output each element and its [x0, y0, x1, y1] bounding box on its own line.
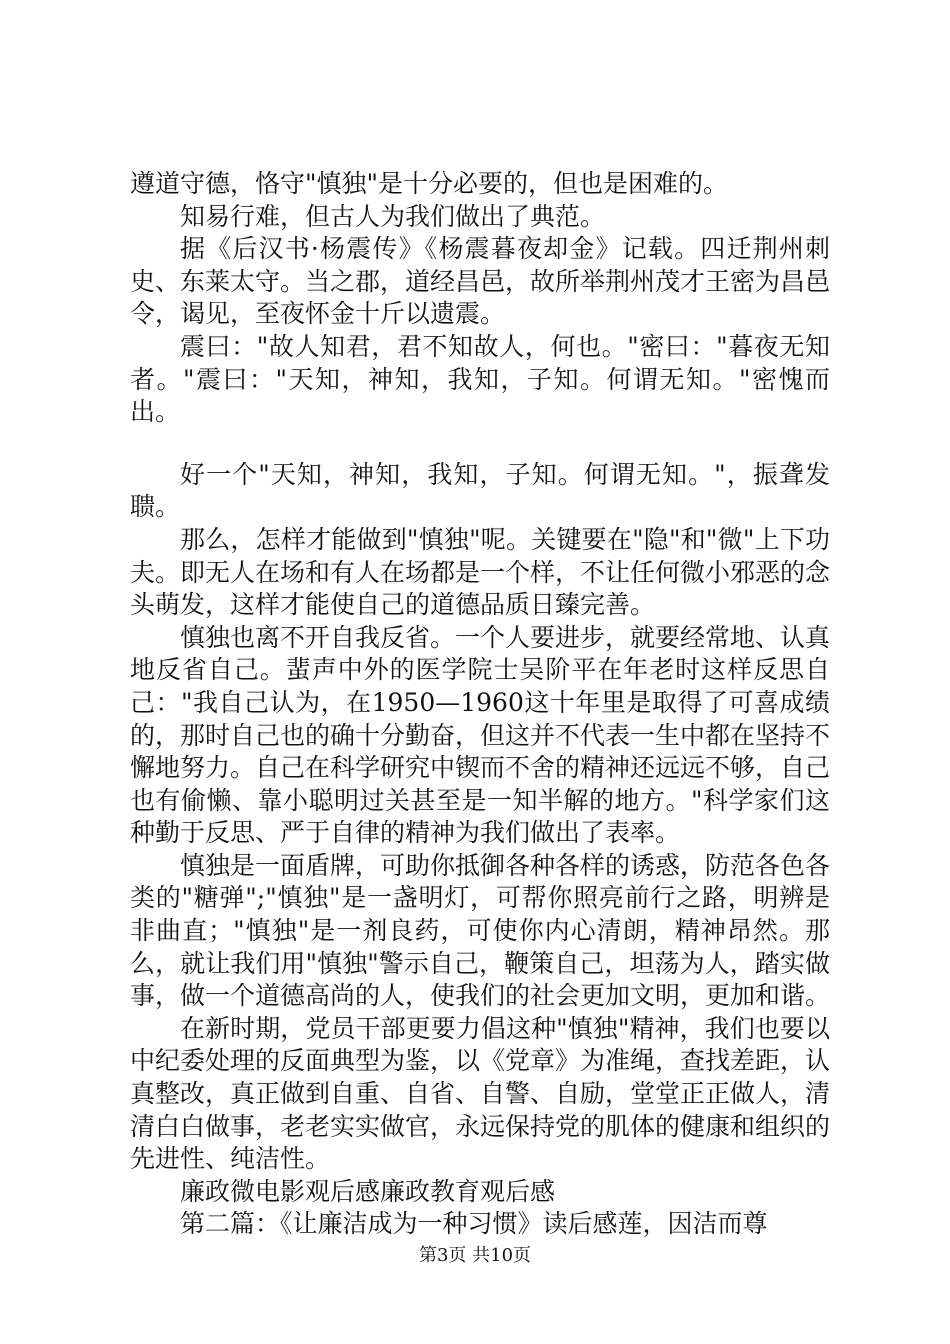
document-body	[130, 168, 830, 1241]
paragraph-10: 廉政微电影观后感廉政教育观后感	[180, 1176, 556, 1206]
paragraph-7: 慎独也离不开自我反省。一个人要进步，就要经常地、认真地反省自己。蜚声中外的医学院士吴阶平在年老时这样反思自己："我自己认为，在1950—1960这十年里是取得了可喜成绩的，那时自己也的确十分勤奋，但这并不代表一生中都在坚持不懈地努力。自己在科学研究中锲而不舍的精神还远远不够，自己也有偷懒、靠小聪明过关甚至是一知半解的地方。"科学家们这种勤于反思、严于自律的精神为我们做出了表率。	[130, 622, 831, 848]
paragraph-3: 据《后汉书·杨震传》《杨震暮夜却金》记载。四迁荆州刺史、东莱太守。当之郡，道经昌邑，故所举荆州茂才王密为昌邑令，谒见，至夜怀金十斤以遗震。	[130, 234, 831, 329]
paragraph-1: 遵道守德，恪守"慎独"是十分必要的，但也是困难的。	[130, 169, 729, 198]
paragraph-6: 那么，怎样才能做到"慎独"呢。关键要在"隐"和"微"上下功夫。即无人在场和有人在场都是一个样，不让任何微小邪恶的念头萌发，这样才能使自己的道德品质日臻完善。	[130, 524, 831, 620]
paragraph-gap	[130, 429, 830, 459]
paragraph-9: 在新时期，党员干部更要力倡这种"慎独"精神，我们也要以中纪委处理的反面典型为鉴，以《党章》为准绳，查找差距，认真整改，真正做到自重、自省、自警、自励，堂堂正正做人，清清白白做事，老老实实做官，永远保持党的肌体的健康和组织的先进性、纯洁性。	[130, 1013, 831, 1174]
paragraph-8: 慎独是一面盾牌，可助你抵御各种各样的诱惑，防范各色各类的"糖弹";"慎独"是一盏明灯，可帮你照亮前行之路，明辨是非曲直；"慎独"是一剂良药，可使你内心清朗，精神昂然。那么，就让我们用"慎独"警示自己，鞭策自己，坦荡为人，踏实做事，做一个道德高尚的人，使我们的社会更加文明，更加和谐。	[130, 850, 831, 1011]
paragraph-5: 好一个"天知，神知，我知，子知。何谓无知。"，振聋发聩。	[130, 459, 830, 522]
paragraph-11: 第二篇：《让廉洁成为一种习惯》读后感莲，因洁而尊	[180, 1209, 768, 1239]
paragraph-4: 震曰："故人知君，君不知故人，何也。"密曰："暮夜无知者。"震曰："天知，神知，我知，子知。何谓无知。"密愧而出。	[130, 331, 830, 427]
page-footer: 第3页 共10页	[418, 1245, 532, 1266]
paragraph-2: 知易行难，但古人为我们做出了典范。	[180, 201, 606, 231]
